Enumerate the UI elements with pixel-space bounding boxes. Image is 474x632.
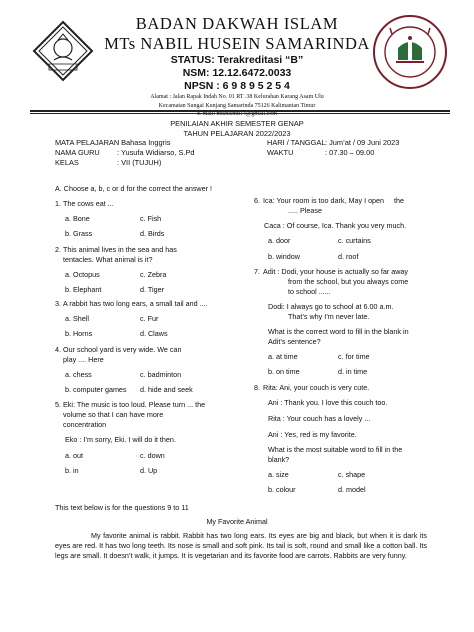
school-name: MTs NABIL HUSEIN SAMARINDA bbox=[104, 34, 370, 53]
exam-info-left bbox=[55, 138, 195, 168]
npsn-number: NPSN : 6 9 8 9 5 2 5 4 bbox=[184, 80, 290, 92]
nsm-number: NSM: 12.12.6472.0033 bbox=[182, 67, 292, 79]
passage-text: My favorite animal is rabbit. Rabbit has two long ears. Its eyes are big and black, but when it is dark its eyes are red. It has two long teeth. Its nose is small and soft pink. Its tail is soft, round and small like a cotton ball. Its legs are small. It doesn’t walk, it jumps. It is vegetarian and its favorite food are carrots. Rabbits are very funny. bbox=[55, 531, 427, 561]
question-4: 4. Our school yard is very wide. We can play .... Here a. chess c. badminton b. computer games d. hide and seek bbox=[55, 345, 193, 394]
question-6: 6. Ica: Your room is too dark, May I open the ..... Please Caca : Of course, Ica. Thank you very much. a. door c. curtains b. window d. roof bbox=[254, 196, 407, 261]
email-line: E-mail: mtsnlsmd14@gmail.com bbox=[197, 111, 277, 117]
address-line-1: Alamat : Jalan Rapak Indah No. 01 RT .38 Kelurahan Karang Asam Ulu bbox=[150, 94, 324, 100]
instruction: A. Choose a, b, c or d for the correct the answer ! bbox=[55, 184, 213, 193]
info-row-date: HARI / TANGGAL: Jum’at / 09 Juni 2023 bbox=[267, 138, 400, 147]
question-1: 1. The cows eat ... a. Bone c. Fish b. Grass d. Birds bbox=[55, 199, 165, 238]
exam-name: PENILAIAN AKHIR SEMESTER GENAP bbox=[170, 119, 304, 128]
passage-intro: This text below is for the questions 9 to 11 bbox=[55, 503, 189, 512]
question-5: 5. Eki: The music is too loud. Please turn ... the volume so that I can have more concentration Eko : I’m sorry, Eki. I will do it then. a. out c. down b. in d. Up bbox=[55, 400, 206, 475]
accreditation-status: STATUS: Terakreditasi “B” bbox=[170, 54, 304, 66]
header-divider-thin bbox=[30, 113, 450, 114]
org-name: BADAN DAKWAH ISLAM bbox=[135, 14, 339, 33]
question-2: 2. This animal lives in the sea and has tentacles. What animal is it? a. Octopus c. Zebra b. Elephant d. Tiger bbox=[55, 245, 177, 294]
letterhead bbox=[100, 14, 374, 119]
exam-title bbox=[0, 119, 474, 139]
passage-title: My Favorite Animal bbox=[206, 517, 268, 526]
info-row-teacher: NAMA GURU : Yusufa Widiarso, S.Pd bbox=[55, 148, 195, 157]
info-row-class: KELAS : VII (TUJUH) bbox=[55, 158, 162, 167]
exam-year: TAHUN PELAJARAN 2022/2023 bbox=[183, 129, 291, 138]
question-7: 7. Adit : Dodi, your house is actually so far away from the school, but you always come to school ...... Dodi: I always go to school at 6.00 a.m. That’s why I’m never late. What is the correct word to fill in the blank in Adit’s sentence? a. at time c. for time b. on time d. in time bbox=[254, 267, 409, 376]
info-row-time: WAKTU : 07.30 – 09.00 bbox=[267, 148, 375, 157]
school-logo-icon bbox=[372, 14, 448, 90]
bdi-emblem-icon bbox=[32, 20, 94, 82]
question-8: 8. Rita: Ani, your couch is very cute. Ani : Thank you. I love this couch too. Rita : Your couch has a lovely ... Ani : Yes, red is my favorite. What is the most suitable word to fill in the blank? a. size c. shape b. colour d. model bbox=[254, 383, 403, 494]
header-divider-thick bbox=[30, 110, 450, 112]
question-3: 3. A rabbit has two long ears, a small tail and .... a. Shell c. Fur b. Horns d. Claws bbox=[55, 299, 208, 338]
exam-info-right bbox=[267, 138, 399, 158]
address-line-2: Kecamatan Sungai Kunjang Samarinda 75126 Kalimantan Timur bbox=[158, 102, 316, 109]
info-row-subject: MATA PELAJARAN: Bahasa Inggris bbox=[55, 138, 171, 147]
